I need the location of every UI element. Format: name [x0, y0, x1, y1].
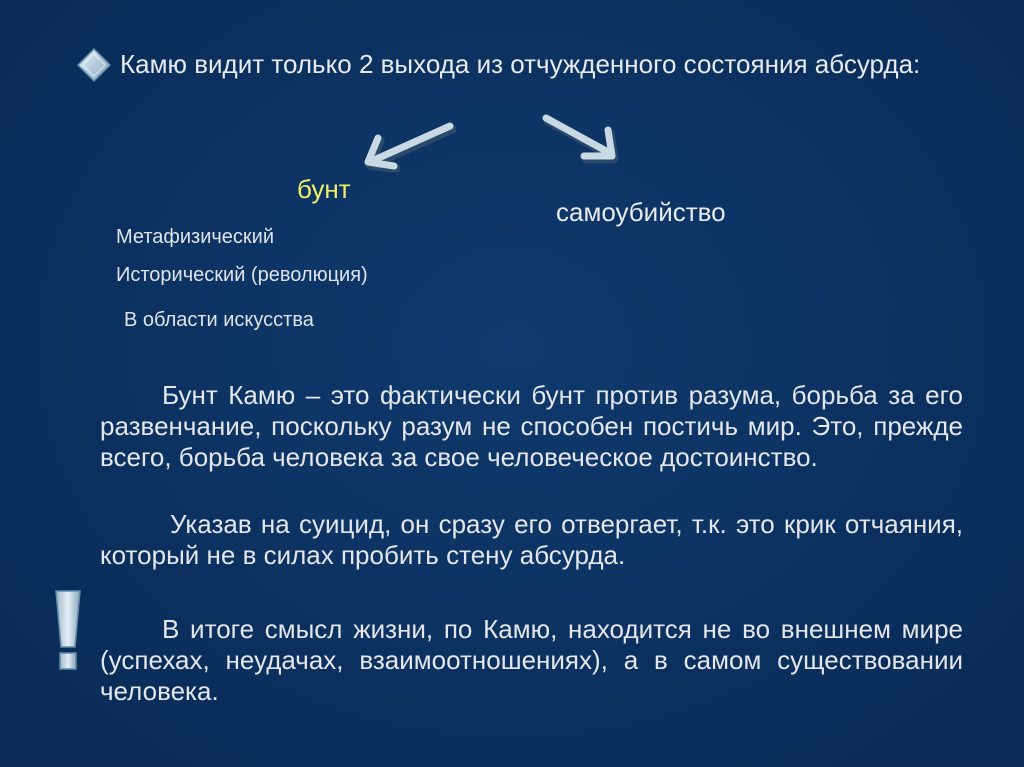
- rebellion-type-art: В области искусства: [124, 309, 314, 331]
- paragraph-suicide: Указав на суицид, он сразу его отвергает, т.к. это крик отчаяния, который не в силах пробить стену абсурда.: [100, 509, 963, 570]
- intro-text: Камю видит только 2 выхода из отчужденного состояния абсурда:: [120, 49, 921, 79]
- paragraph-conclusion: В итоге смысл жизни, по Камю, находится не во внешнем мире (успехах, неудачах, взаимоотношениях), а в самом существовании человека.: [100, 614, 963, 706]
- arrow-down-right-icon: [538, 110, 622, 166]
- rebellion-type-historical: Исторический (революция): [116, 264, 368, 286]
- rebellion-type-metaphysical: Метафизический: [116, 226, 275, 248]
- branch-rebellion: бунт: [297, 174, 351, 204]
- arrow-down-left-icon: [356, 116, 456, 172]
- exclamation-icon: [52, 589, 84, 671]
- branch-suicide: самоубийство: [556, 197, 726, 227]
- paragraph-rebellion: Бунт Камю – это фактически бунт против разума, борьба за его развенчание, поскольку разум не способен постичь мир. Это, прежде всего, борьба человека за свое человеческое достоинство.: [100, 380, 963, 472]
